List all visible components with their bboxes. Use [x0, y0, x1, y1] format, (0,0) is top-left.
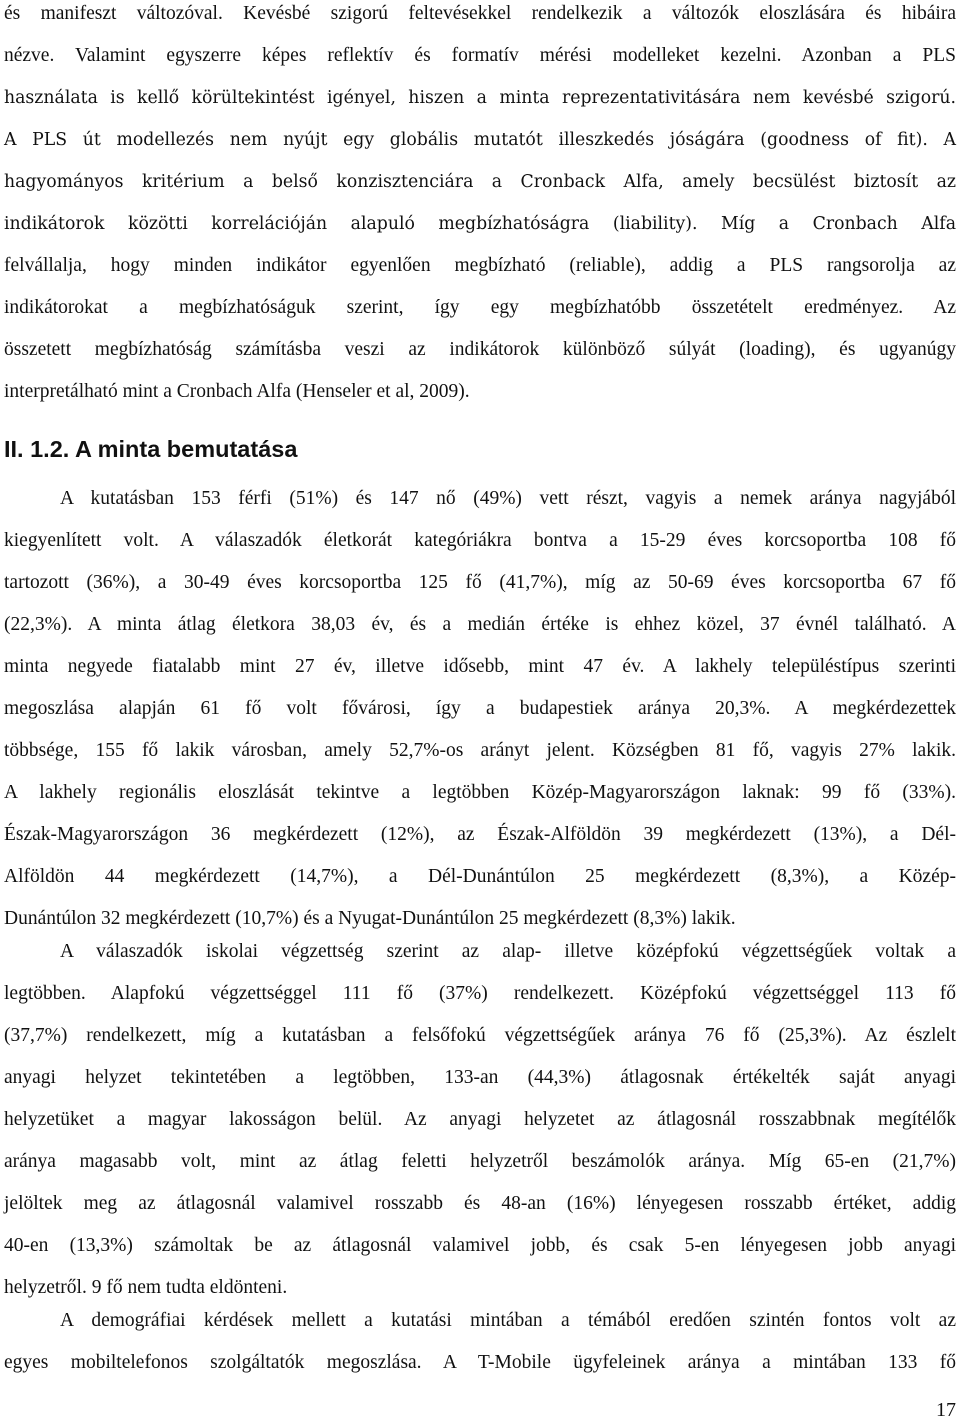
- text-line: felvállalja, hogy minden indikátor egyenlően megbízható (reliable), addig a PLS rangsorolja az: [4, 255, 956, 276]
- text-line: minta negyede fiatalabb mint 27 év, illetve idősebb, mint 47 év. A lakhely településtípus szerinti: [4, 656, 956, 677]
- text-line: aránya magasabb volt, mint az átlag feletti helyzetről beszámolók aránya. Míg 65-en (21,7%): [4, 1151, 956, 1172]
- text-line: jelöltek meg az átlagosnál valamivel rosszabb és 48-an (16%) lényegesen rosszabb értéket, addig: [4, 1193, 956, 1214]
- text-line: (37,7%) rendelkezett, míg a kutatásban a felsőfokú végzettségűek aránya 76 fő (25,3%). Az észlelt: [4, 1025, 956, 1046]
- text-line: A válaszadók iskolai végzettség szerint az alap- illetve középfokú végzettségűek voltak a: [60, 941, 956, 962]
- education-paragraph: [4, 931, 956, 1309]
- text-line: Észak-Magyarországon 36 megkérdezett (12%), az Észak-Alföldön 39 megkérdezett (13%), a Dél-: [4, 824, 956, 845]
- mobile-paragraph: [4, 1300, 956, 1384]
- text-line: Dunántúlon 32 megkérdezett (10,7%) és a Nyugat-Dunántúlon 25 megkérdezett (8,3%) lakik.: [4, 908, 736, 929]
- text-line: hagyományos kritérium a belső konzisztenciára a Cronback Alfa, amely becsülést biztosít az: [4, 172, 956, 192]
- text-line: anyagi helyzet tekintetében a legtöbben, 133-an (44,3%) átlagosnak értékelték saját anyagi: [4, 1067, 956, 1088]
- text-line: helyzetről. 9 fő nem tudta eldönteni.: [4, 1277, 288, 1298]
- text-line: interpretálható mint a Cronbach Alfa (Henseler et al, 2009).: [4, 381, 470, 402]
- text-line: A lakhely regionális eloszlását tekintve a legtöbben Közép-Magyarországon laknak: 99 fő (33%).: [4, 782, 956, 803]
- text-line: és manifeszt változóval. Kevésbé szigorú feltevésekkel rendelkezik a változók eloszlására és hibáira: [4, 3, 956, 24]
- intro-paragraph: [4, 0, 956, 413]
- text-line: indikátorokat a megbízhatóságuk szerint, így egy megbízhatóbb összetételt eredményez. Az: [4, 297, 956, 318]
- text-line: A kutatásban 153 férfi (51%) és 147 nő (49%) vett részt, vagyis a nemek aránya nagyjából: [60, 488, 956, 509]
- text-line: A demográfiai kérdések mellett a kutatási mintában a témából eredően szintén fontos volt az: [60, 1310, 956, 1331]
- text-line: 40-en (13,3%) számoltak be az átlagosnál valamivel jobb, és csak 5-en lényegesen jobb anyagi: [4, 1235, 956, 1256]
- text-line: nézve. Valamint egyszerre képes reflektív és formatív mérési modelleket kezelni. Azonban a PLS: [4, 45, 956, 66]
- text-line: kiegyenlített volt. A válaszadók életkorát kategóriákra bontva a 15-29 éves korcsoportba 108 fő: [4, 530, 956, 551]
- text-line: indikátorok közötti korrelációján alapuló megbízhatóságra (liability). Míg a Cronbach Alfa: [4, 214, 956, 234]
- text-line: tartozott (36%), a 30-49 éves korcsoportba 125 fő (41,7%), míg az 50-69 éves korcsoportba 67 fő: [4, 572, 956, 593]
- text-line: összetett megbízhatóság számításba veszi az indikátorok különböző súlyát (loading), és ugyanúgy: [4, 339, 956, 360]
- text-line: Alföldön 44 megkérdezett (14,7%), a Dél-Dunántúlon 25 megkérdezett (8,3%), a Közép-: [4, 866, 956, 887]
- text-line: A PLS út modellezés nem nyújt egy globális mutatót illeszkedés jóságára (goodness of fit). A: [4, 130, 956, 150]
- text-line: megoszlása alapján 61 fő volt fővárosi, így a budapestiek aránya 20,3%. A megkérdezettek: [4, 698, 956, 719]
- text-line: többsége, 155 fő lakik városban, amely 52,7%-os arányt jelent. Községben 81 fő, vagyis 27% lakik.: [4, 740, 956, 761]
- text-line: használata is kellő körültekintést igényel, hiszen a minta reprezentativitására nem kevésbé szigorú.: [4, 88, 956, 108]
- text-line: egyes mobiltelefonos szolgáltatók megoszlása. A T-Mobile ügyfeleinek aránya a mintában 133 fő: [4, 1352, 956, 1373]
- section-heading: II. 1.2. A minta bemutatása: [4, 436, 298, 462]
- sample-paragraph: [4, 478, 956, 940]
- text-line: (22,3%). A minta átlag életkora 38,03 év, és a medián értéke is ehhez közel, 37 évnél található. A: [4, 614, 956, 635]
- page-number: 17: [936, 1399, 956, 1421]
- text-line: helyzetüket a magyar lakosságon belül. Az anyagi helyzetet az átlagosnál rosszabbnak megítélők: [4, 1109, 956, 1130]
- text-line: legtöbben. Alapfokú végzettséggel 111 fő (37%) rendelkezett. Középfokú végzettséggel 113 fő: [4, 983, 956, 1004]
